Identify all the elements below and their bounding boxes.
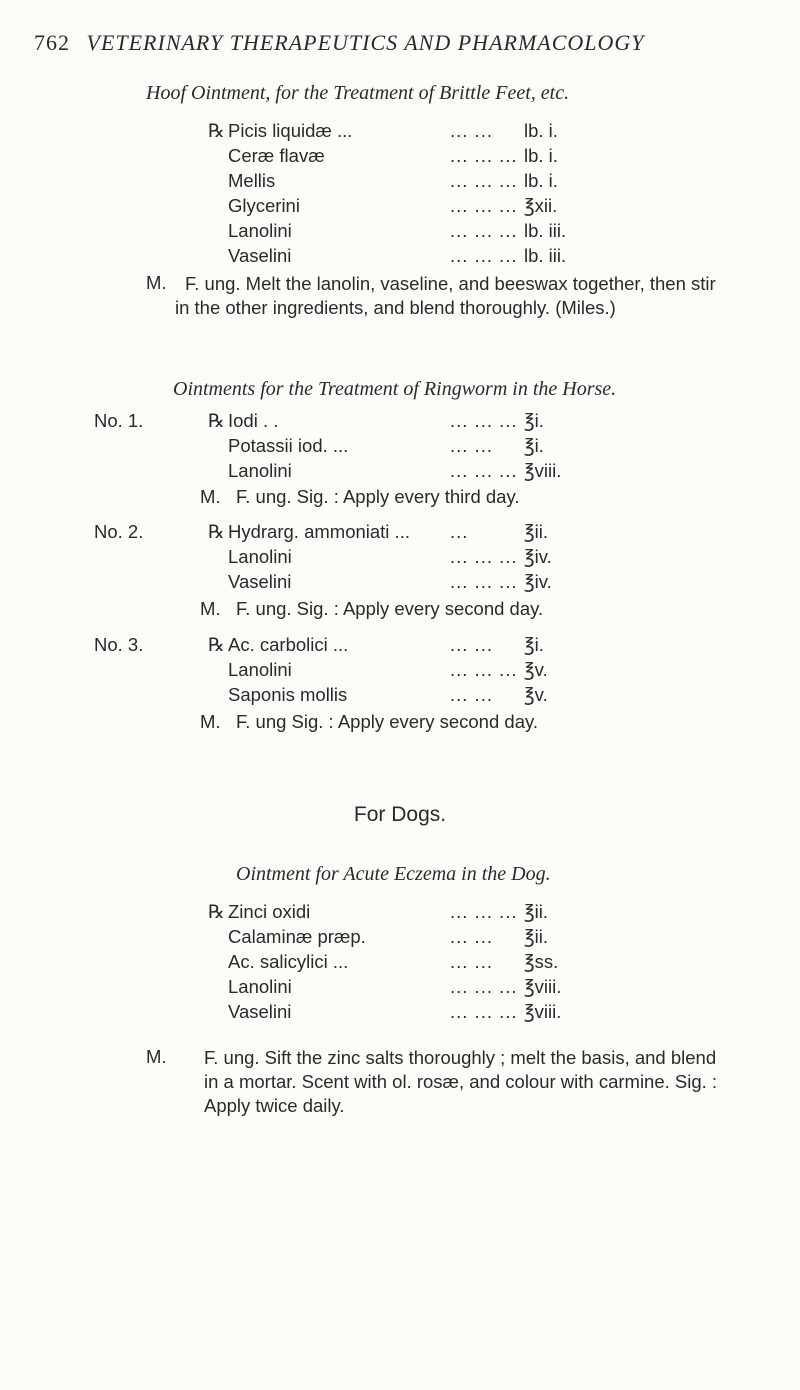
leader-dots: ... ... ... xyxy=(450,410,518,431)
hoof-method-label: M. xyxy=(146,272,167,293)
eczema-heading: Ointment for Acute Eczema in the Dog. xyxy=(236,863,551,885)
quantity: lb. i. xyxy=(524,120,558,141)
page-number: 762 xyxy=(34,30,70,55)
leader-dots: ... ... ... xyxy=(450,170,518,191)
ingredient: Hydrarg. ammoniati ... xyxy=(228,521,410,542)
formula-number: No. 1. xyxy=(94,410,144,431)
leader-dots: ... ... ... xyxy=(450,145,518,166)
list-item xyxy=(208,243,566,268)
ingredient: Zinci oxidi xyxy=(228,901,311,922)
quantity: ℥v. xyxy=(524,684,548,705)
quantity: lb. i. xyxy=(524,145,558,166)
list-item xyxy=(208,143,566,168)
leader-dots: ... ... xyxy=(450,120,493,141)
quantity: ℥iv. xyxy=(524,546,552,567)
list-item xyxy=(208,999,561,1024)
ingredient: Ac. salicylici ... xyxy=(228,951,349,972)
leader-dots: ... ... xyxy=(450,634,493,655)
quantity: ℥viii. xyxy=(524,1001,562,1022)
eczema-prescription xyxy=(208,899,561,1024)
list-item xyxy=(208,408,561,433)
formula-number: No. 3. xyxy=(94,634,144,655)
list-item xyxy=(208,218,566,243)
ingredient: Vaselini xyxy=(228,1001,292,1022)
eczema-method-text: F. ung. Sift the zinc salts thoroughly ; melt the basis, and blend in a mortar. Scent with ol. rosæ, and colour with carmine. Sig. : Apply twice daily. xyxy=(204,1047,718,1116)
leader-dots: ... ... ... xyxy=(450,460,518,481)
leader-dots: ... ... xyxy=(450,684,493,705)
ingredient: Lanolini xyxy=(228,976,292,997)
ingredient: Vaselini xyxy=(228,571,292,592)
list-item xyxy=(208,682,548,707)
ingredient: Lanolini xyxy=(228,659,292,680)
leader-dots: ... ... ... xyxy=(450,571,518,592)
list-item xyxy=(208,899,561,924)
list-item xyxy=(208,193,566,218)
list-item xyxy=(208,168,566,193)
method-text: F. ung Sig. : Apply every second day. xyxy=(236,711,538,732)
recipe-symbol: ℞ xyxy=(208,122,225,142)
leader-dots: ... ... ... xyxy=(450,1001,518,1022)
leader-dots: ... ... ... xyxy=(450,245,518,266)
list-item xyxy=(208,433,561,458)
ingredient: Ac. carbolici ... xyxy=(228,634,349,655)
ringworm-formula-2 xyxy=(208,519,552,594)
recipe-symbol: ℞ xyxy=(208,523,225,543)
ingredient: Vaselini xyxy=(228,245,292,266)
leader-dots: ... ... xyxy=(450,926,493,947)
leader-dots: ... ... ... xyxy=(450,546,518,567)
quantity: ℥i. xyxy=(524,435,544,456)
quantity: ℥iv. xyxy=(524,571,552,592)
quantity: ℥v. xyxy=(524,659,548,680)
method-label: M. xyxy=(200,598,221,619)
quantity: lb. i. xyxy=(524,170,558,191)
hoof-ointment-heading: Hoof Ointment, for the Treatment of Brittle Feet, etc. xyxy=(146,82,570,104)
quantity: ℥ii. xyxy=(524,926,549,947)
list-item xyxy=(208,569,552,594)
list-item xyxy=(208,544,552,569)
ingredient: Ceræ flavæ xyxy=(228,145,325,166)
ingredient: Saponis mollis xyxy=(228,684,348,705)
recipe-symbol: ℞ xyxy=(208,636,225,656)
leader-dots: ... ... ... xyxy=(450,659,518,680)
section-title: For Dogs. xyxy=(353,803,447,826)
list-item xyxy=(208,458,561,483)
quantity: lb. iii. xyxy=(524,245,567,266)
quantity: ℥i. xyxy=(524,410,544,431)
list-item xyxy=(208,118,566,143)
recipe-symbol: ℞ xyxy=(208,412,225,432)
ingredient: Iodi . . xyxy=(228,410,279,431)
ingredient: Picis liquidæ ... xyxy=(228,120,353,141)
running-title: VETERINARY THERAPEUTICS AND PHARMACOLOGY xyxy=(86,30,645,55)
ingredient: Lanolini xyxy=(228,546,292,567)
leader-dots: ... ... xyxy=(450,435,493,456)
ringworm-heading: Ointments for the Treatment of Ringworm in the Horse. xyxy=(173,378,617,400)
quantity: ℥xii. xyxy=(524,195,558,216)
ingredient: Glycerini xyxy=(228,195,300,216)
quantity: ℥ss. xyxy=(524,951,559,972)
formula-number: No. 2. xyxy=(94,521,144,542)
quantity: ℥ii. xyxy=(524,901,549,922)
ingredient: Mellis xyxy=(228,170,276,191)
ingredient: Calaminæ præp. xyxy=(228,926,366,947)
list-item xyxy=(208,632,548,657)
leader-dots: ... ... ... xyxy=(450,976,518,997)
method-label: M. xyxy=(200,486,221,507)
list-item xyxy=(208,519,552,544)
quantity: lb. iii. xyxy=(524,220,567,241)
ingredient: Lanolini xyxy=(228,220,292,241)
recipe-symbol: ℞ xyxy=(208,903,225,923)
leader-dots: ... ... xyxy=(450,951,493,972)
eczema-method-label: M. xyxy=(146,1046,167,1067)
list-item xyxy=(208,924,561,949)
ringworm-formula-1 xyxy=(208,408,561,483)
running-head xyxy=(34,30,645,56)
quantity: ℥ii. xyxy=(524,521,549,542)
hoof-method-text: F. ung. Melt the lanolin, vaseline, and beeswax together, then stir in the other ingredients, and blend thoroughly. (Miles.) xyxy=(175,273,716,318)
method-text: F. ung. Sig. : Apply every third day. xyxy=(236,486,520,507)
leader-dots: ... ... ... xyxy=(450,220,518,241)
list-item xyxy=(208,657,548,682)
quantity: ℥viii. xyxy=(524,976,562,997)
quantity: ℥viii. xyxy=(524,460,562,481)
method-text: F. ung. Sig. : Apply every second day. xyxy=(236,598,544,619)
ingredient: Lanolini xyxy=(228,460,292,481)
leader-dots: ... xyxy=(450,521,469,542)
ringworm-formula-3 xyxy=(208,632,548,707)
leader-dots: ... ... ... xyxy=(450,901,518,922)
list-item xyxy=(208,974,561,999)
quantity: ℥i. xyxy=(524,634,544,655)
list-item xyxy=(208,949,561,974)
leader-dots: ... ... ... xyxy=(450,195,518,216)
ingredient: Potassii iod. ... xyxy=(228,435,349,456)
method-label: M. xyxy=(200,711,221,732)
hoof-prescription xyxy=(208,118,566,268)
